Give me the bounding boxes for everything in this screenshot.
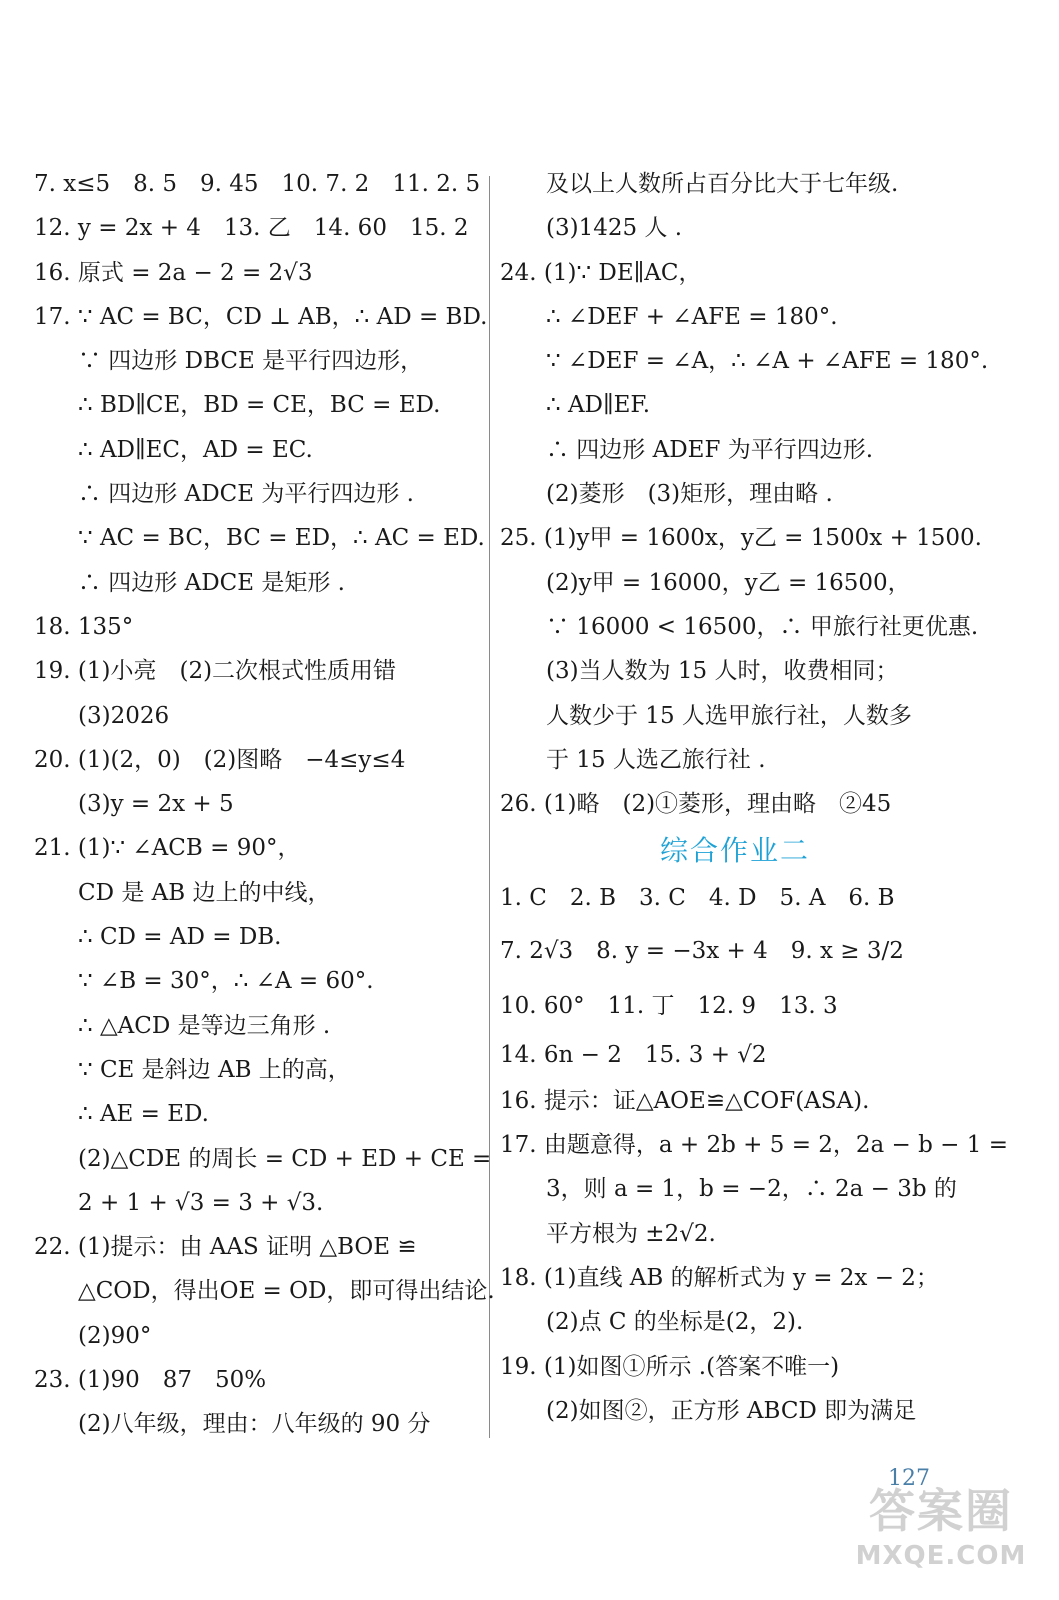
answer-line: 23. (1)90 87 50% — [34, 1367, 267, 1394]
answer-line: (3)当人数为 15 人时，收费相同； — [546, 658, 899, 685]
answer-line: (2)菱形 (3)矩形，理由略 . — [546, 481, 833, 508]
answer-line: 18. 135° — [34, 613, 134, 640]
answer-line: ∴ △ACD 是等边三角形 . — [78, 1012, 331, 1039]
answer-line: ∵ 四边形 DBCE 是平行四边形， — [78, 348, 424, 375]
answer-line: (2)八年级，理由：八年级的 90 分 — [78, 1411, 431, 1438]
left-column — [34, 162, 495, 1447]
answer-line: 21. (1)∵ ∠ACB = 90°， — [34, 835, 301, 862]
watermark-logo — [836, 1486, 1046, 1586]
right-column — [500, 162, 1008, 1433]
answer-line: ∵ ∠B = 30°，∴ ∠A = 60°. — [78, 968, 374, 995]
answer-line: 2 + 1 + √3 = 3 + √3. — [78, 1189, 324, 1216]
answer-line: (2)90° — [78, 1322, 152, 1349]
answer-line: ∵ CE 是斜边 AB 上的高， — [78, 1056, 351, 1083]
answer-line: (3)1425 人 . — [546, 215, 683, 242]
answer-line: ∵ 16000 < 16500，∴ 甲旅行社更优惠. — [546, 613, 979, 640]
answer-line: 1. C 2. B 3. C 4. D 5. A 6. B — [500, 885, 895, 912]
answer-line: ∴ 四边形 ADCE 是矩形 . — [78, 569, 345, 596]
answer-line: 16. 提示：证△AOE≌△COF(ASA). — [500, 1087, 870, 1114]
answer-line: △COD，得出OE = OD，即可得出结论. — [78, 1278, 495, 1305]
answer-line: 19. (1)如图①所示 .(答案不唯一) — [500, 1353, 840, 1380]
answer-line: 10. 60° 11. 丁 12. 9 13. 3 — [500, 992, 838, 1019]
answer-line: 7. 2√3 8. y = −3x + 4 9. x ≥ 3/2 — [500, 937, 904, 964]
answer-line: 12. y = 2x + 4 13. 乙 14. 60 15. 2 — [34, 215, 469, 242]
answer-line: ∴ CD = AD = DB. — [78, 924, 282, 951]
answer-line: 25. (1)y甲 = 1600x，y乙 = 1500x + 1500. — [500, 525, 982, 552]
answer-line: (2)点 C 的坐标是(2，2). — [546, 1309, 804, 1336]
watermark-url: MXQE.COM — [855, 1541, 1027, 1571]
answer-line: ∵ ∠DEF = ∠A，∴ ∠A + ∠AFE = 180°. — [546, 348, 989, 375]
answer-line: 17. ∵ AC = BC，CD ⊥ AB，∴ AD = BD. — [34, 303, 488, 330]
answer-line: 16. 原式 = 2a − 2 = 2√3 — [34, 259, 313, 286]
answer-line: (2)y甲 = 16000，y乙 = 16500， — [546, 569, 911, 596]
answer-line: ∴ AD∥EF. — [546, 392, 651, 419]
section-title: 综合作业二 — [659, 834, 810, 868]
answer-line: (2)如图②，正方形 ABCD 即为满足 — [546, 1397, 917, 1424]
answer-line: ∴ BD∥CE，BD = CE，BC = ED. — [78, 392, 441, 419]
answer-line: 于 15 人选乙旅行社 . — [546, 746, 766, 773]
answer-line: ∴ 四边形 ADEF 为平行四边形. — [546, 436, 874, 463]
answer-line: (2)△CDE 的周长 = CD + ED + CE = — [78, 1145, 492, 1172]
answer-line: 平方根为 ±2√2. — [546, 1220, 716, 1247]
answer-line: 22. (1)提示：由 AAS 证明 △BOE ≌ — [34, 1234, 417, 1261]
answer-line: ∴ 四边形 ADCE 为平行四边形 . — [78, 481, 414, 508]
answer-line: 17. 由题意得，a + 2b + 5 = 2，2a − b − 1 = — [500, 1132, 1008, 1159]
answer-line: ∵ AC = BC，BC = ED，∴ AC = ED. — [78, 525, 485, 552]
answer-line: 26. (1)略 (2)①菱形，理由略 ②45 — [500, 791, 892, 818]
answer-line: ∴ ∠DEF + ∠AFE = 180°. — [546, 303, 838, 330]
answer-line: 18. (1)直线 AB 的解析式为 y = 2x − 2； — [500, 1264, 939, 1291]
answer-line: 3，则 a = 1，b = −2，∴ 2a − 3b 的 — [546, 1176, 957, 1203]
answer-line: CD 是 AB 边上的中线， — [78, 879, 331, 906]
answer-line: ∴ AD∥EC，AD = EC. — [78, 436, 313, 463]
column-divider — [489, 176, 490, 1438]
answer-line: 24. (1)∵ DE∥AC， — [500, 259, 702, 286]
answer-line: 及以上人数所占百分比大于七年级. — [546, 171, 899, 197]
answer-line: 19. (1)小亮 (2)二次根式性质用错 — [34, 658, 397, 685]
watermark-text: 答案圈 — [869, 1484, 1013, 1538]
answer-line: (3)y = 2x + 5 — [78, 791, 234, 818]
answer-line: (3)2026 — [78, 702, 170, 729]
answer-line: 20. (1)(2，0) (2)图略 −4≤y≤4 — [34, 746, 406, 773]
answer-line: 14. 6n − 2 15. 3 + √2 — [500, 1041, 767, 1068]
answer-line: ∴ AE = ED. — [78, 1101, 209, 1128]
answer-line: 人数少于 15 人选甲旅行社，人数多 — [546, 702, 912, 729]
page-number: 127 — [888, 1466, 930, 1491]
answer-line: 7. x≤5 8. 5 9. 45 10. 7. 2 11. 2. 5 — [34, 171, 481, 197]
